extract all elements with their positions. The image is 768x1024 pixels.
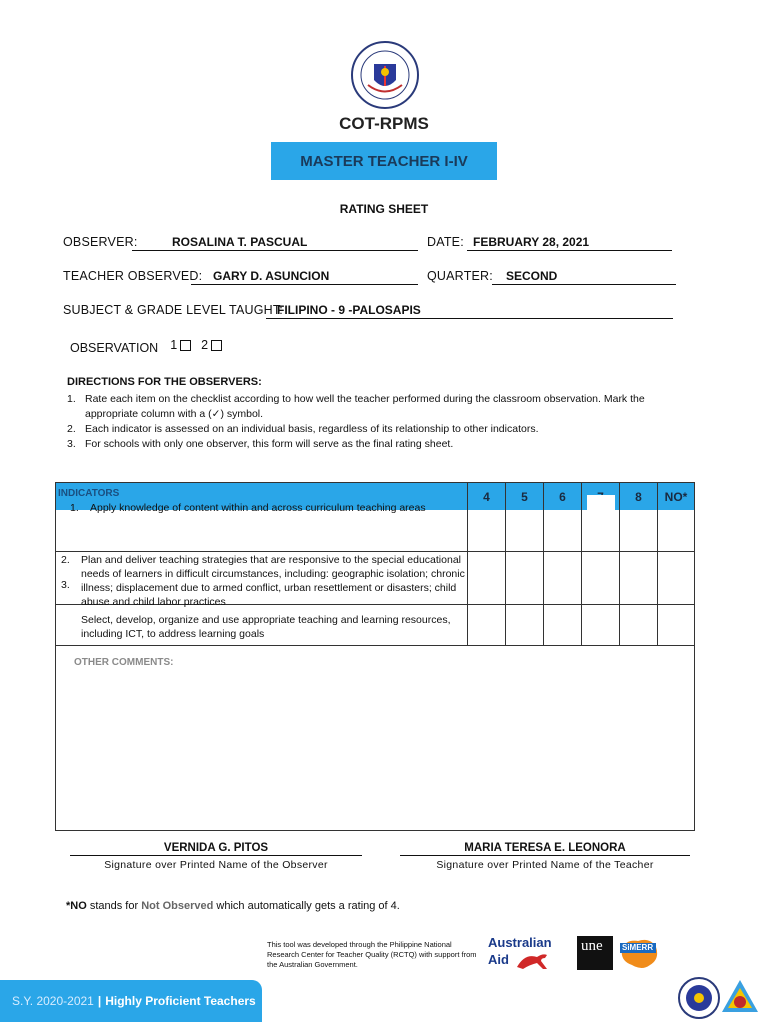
indicators-header: INDICATORS: [58, 488, 120, 499]
subject-label: SUBJECT & GRADE LEVEL TAUGHT:: [63, 303, 283, 317]
teacher-observed-field[interactable]: GARY D. ASUNCION: [191, 269, 418, 285]
observer-signature-caption: Signature over Printed Name of the Observer: [104, 859, 328, 871]
une-logo: une: [577, 936, 613, 970]
rating-table: [55, 482, 695, 831]
observation-option-2-label: 2: [201, 338, 209, 352]
observer-signature-name[interactable]: VERNIDA G. PITOS: [70, 841, 362, 856]
credit-text: This tool was developed through the Philippine National Research Center for Teacher Quality (RCTQ) with support from the Australian Government.: [267, 940, 477, 969]
column-header-no: NO*: [657, 483, 694, 510]
teacher-observed-label: TEACHER OBSERVED:: [63, 269, 203, 283]
other-comments-label: OTHER COMMENTS:: [74, 657, 174, 668]
date-label: DATE:: [427, 235, 464, 249]
subject-field[interactable]: FILIPINO - 9 -PALOSAPIS: [266, 303, 673, 319]
teacher-signature-name[interactable]: MARIA TERESA E. LEONORA: [400, 841, 690, 856]
column-header-6: 6: [543, 483, 581, 510]
observer-signature: [70, 841, 362, 871]
observer-field[interactable]: ROSALINA T. PASCUAL: [132, 235, 418, 251]
sheet-title: RATING SHEET: [339, 202, 429, 216]
observation-row: [70, 338, 232, 355]
quarter-label: QUARTER:: [427, 269, 493, 283]
teacher-signature-caption: Signature over Printed Name of the Teacher: [436, 859, 654, 871]
directions-heading: DIRECTIONS FOR THE OBSERVERS:: [67, 376, 262, 388]
column-header-8: 8: [619, 483, 657, 510]
header-white-block: [587, 495, 615, 510]
observation-2-checkbox[interactable]: [211, 340, 222, 351]
australian-aid-logo: Australian Aid: [488, 936, 563, 976]
indicator-row-1: 1. Apply knowledge of content within and across curriculum teaching areas: [70, 502, 426, 514]
direction-item: 2. Each indicator is assessed on an individual basis, regardless of its relationship to other indicators.: [67, 423, 539, 435]
kangaroo-icon: [513, 949, 553, 971]
deped-seal-small-icon: [677, 976, 721, 1020]
observation-1-checkbox[interactable]: [180, 340, 191, 351]
directions-list: [67, 392, 687, 452]
direction-item: 3. For schools with only one observer, this form will serve as the final rating sheet.: [67, 438, 454, 450]
footer-separator: |: [97, 994, 102, 1008]
deped-seal-icon: [350, 40, 420, 110]
rctq-logo-icon: [718, 976, 762, 1020]
footer-bar: [0, 980, 262, 1022]
indicator-row-2: 2. Plan and deliver teaching strategies that are responsive to the special educational needs of learners in difficult circumstances, including: geographic isolation; chronic illness; displacement due to armed conflict, urban resettlement or disasters; child abuse and child labor practices: [61, 554, 465, 608]
other-comments-area[interactable]: [58, 673, 692, 827]
observer-label: OBSERVER:: [63, 235, 138, 249]
simerr-logo: SiMERR: [616, 935, 660, 973]
school-year: S.Y. 2020-2021: [12, 994, 94, 1008]
quarter-field[interactable]: SECOND: [492, 269, 676, 285]
observation-label: OBSERVATION: [70, 341, 159, 355]
role-banner: MASTER TEACHER I-IV: [271, 142, 497, 180]
observation-option-1-label: 1: [170, 338, 178, 352]
footnote: *NO stands for Not Observed which automatically gets a rating of 4.: [66, 900, 400, 912]
column-header-4: 4: [467, 483, 505, 510]
teacher-signature: [400, 841, 690, 871]
indicator-row-3: 3. Select, develop, organize and use appropriate teaching and learning resources, including ICT, to address learning goals: [61, 579, 451, 640]
directions: [67, 376, 687, 452]
footer-title: Highly Proficient Teachers: [105, 994, 256, 1008]
date-field[interactable]: FEBRUARY 28, 2021: [467, 235, 672, 251]
page-title: COT-RPMS: [339, 114, 429, 133]
column-header-5: 5: [505, 483, 543, 510]
australia-map-icon: [616, 935, 660, 973]
direction-item: 1. Rate each item on the checklist according to how well the teacher performed during the classroom observation. Mark the appropriate column with a (✓) symbol.: [67, 393, 645, 420]
